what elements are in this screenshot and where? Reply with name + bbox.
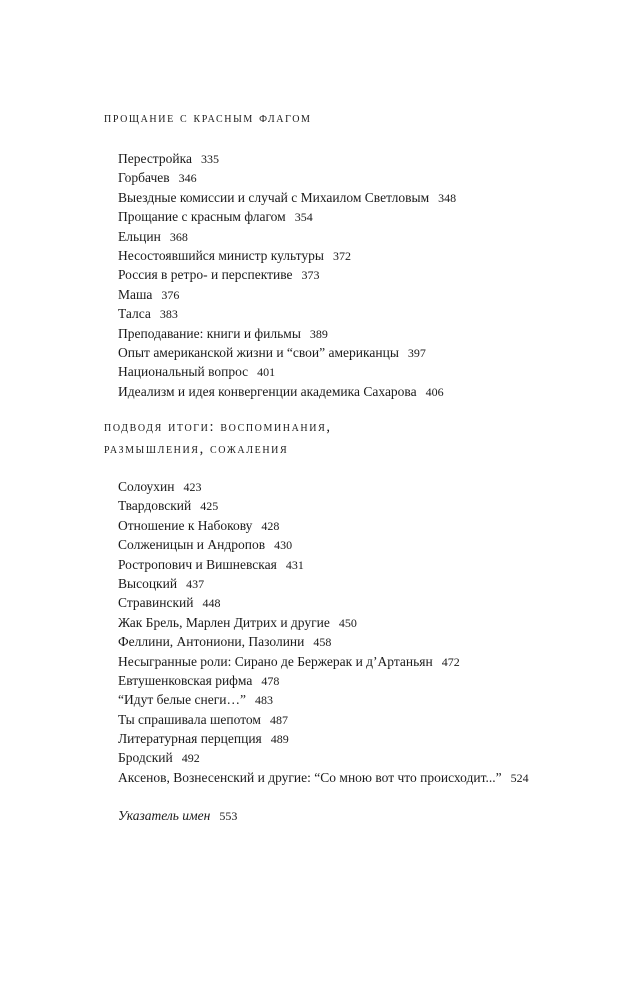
toc-entry[interactable] <box>118 516 529 535</box>
toc-entry[interactable] <box>118 382 456 401</box>
entry-title: Стравинский <box>118 595 194 611</box>
entry-title: Несостоявшийся министр культуры <box>118 247 324 263</box>
entry-title: Высоцкий <box>118 575 178 591</box>
entry-title: Отношение к Набокову <box>118 517 253 533</box>
toc-entry[interactable] <box>118 304 456 323</box>
entry-title: Россия в ретро- и перспективе <box>118 267 293 283</box>
toc-entry[interactable] <box>118 613 529 632</box>
entry-page-number: 346 <box>178 171 197 186</box>
index-entry[interactable] <box>118 806 237 826</box>
entry-page-number: 376 <box>161 287 180 302</box>
toc-entry[interactable] <box>118 227 456 246</box>
toc-entry[interactable] <box>118 555 529 574</box>
entry-title: Феллини, Антониони, Пазолини <box>118 634 305 650</box>
entry-title: Солженицын и Андропов <box>118 537 266 553</box>
entry-page-number: 437 <box>186 576 205 591</box>
entry-page-number: 368 <box>169 229 188 244</box>
entry-page-number: 428 <box>261 518 280 533</box>
toc-entry[interactable] <box>118 710 529 729</box>
entry-title: Маша <box>118 286 153 302</box>
toc-entry[interactable] <box>118 246 456 265</box>
index-page-number: 553 <box>219 809 238 823</box>
toc-entry[interactable] <box>118 343 456 362</box>
section-title-line: подводя итоги: воспоминания, <box>104 419 332 435</box>
entry-page-number: 489 <box>270 732 289 747</box>
entry-page-number: 425 <box>200 499 219 514</box>
entry-title: Идеализм и идея конвергенции академика Сахарова <box>118 383 417 399</box>
toc-entry[interactable] <box>118 690 529 709</box>
index-title: Указатель имен <box>118 808 211 823</box>
toc-entry[interactable] <box>118 729 529 748</box>
entry-page-number: 450 <box>338 615 357 630</box>
entry-page-number: 383 <box>159 307 178 322</box>
toc-entry[interactable] <box>118 207 456 226</box>
toc-entry[interactable] <box>118 168 456 187</box>
entry-page-number: 389 <box>309 326 328 341</box>
entry-page-number: 335 <box>200 152 219 166</box>
toc-entry[interactable] <box>118 632 529 651</box>
entry-title: Выездные комиссии и случай с Михаилом Светловым <box>118 189 430 205</box>
entry-title: Литературная перцепция <box>118 731 262 747</box>
entry-title: Ельцин <box>118 228 161 244</box>
entry-page-number: 448 <box>202 596 221 611</box>
entry-title: Несыгранные роли: Сирано де Бержерак и д’Артаньян <box>118 653 433 669</box>
entry-page-number: 372 <box>332 248 351 263</box>
toc-entry[interactable] <box>118 593 529 612</box>
entry-title: Бродский <box>118 750 173 766</box>
toc-entry[interactable] <box>118 149 456 168</box>
section-title-farewell <box>104 107 312 129</box>
entry-title: Ростропович и Вишневская <box>118 556 277 572</box>
entry-title: Жак Брель, Марлен Дитрих и другие <box>118 614 330 630</box>
entry-title: Национальный вопрос <box>118 364 249 380</box>
entry-page-number: 430 <box>274 538 293 553</box>
toc-entry[interactable] <box>118 265 456 284</box>
entry-page-number: 354 <box>294 210 313 225</box>
entry-page-number: 483 <box>254 693 273 708</box>
entry-page-number: 431 <box>285 557 304 572</box>
entry-title: Талса <box>118 306 151 322</box>
toc-entry[interactable] <box>118 671 529 690</box>
entry-page-number: 492 <box>181 751 200 766</box>
entry-page-number: 373 <box>301 268 320 283</box>
entry-page-number: 348 <box>438 190 457 205</box>
entry-page-number: 423 <box>183 480 202 494</box>
toc-entry[interactable] <box>118 652 529 671</box>
entry-title: Прощание с красным флагом <box>118 209 286 225</box>
entry-page-number: 524 <box>510 770 529 785</box>
entry-page-number: 487 <box>269 712 288 727</box>
entry-title: Преподавание: книги и фильмы <box>118 325 301 341</box>
section-title-summing-up <box>104 416 332 460</box>
entry-title: Опыт американской жизни и “свои” американцы <box>118 344 399 360</box>
entry-page-number: 472 <box>441 654 460 669</box>
entry-title: Солоухин <box>118 479 175 494</box>
entry-title: Аксенов, Вознесенский и другие: “Со мною вот что происходит...” <box>118 769 502 785</box>
toc-list-farewell <box>118 149 456 401</box>
entry-title: “Идут белые снеги…” <box>118 692 246 708</box>
toc-list-summing-up <box>118 477 529 787</box>
toc-entry[interactable] <box>118 748 529 767</box>
entry-page-number: 397 <box>407 345 426 360</box>
section-title-line: прощание с красным флагом <box>104 110 312 126</box>
toc-entry[interactable] <box>118 535 529 554</box>
entry-page-number: 458 <box>313 635 332 650</box>
entry-page-number: 401 <box>257 365 276 380</box>
entry-title: Перестройка <box>118 151 192 166</box>
toc-entry[interactable] <box>118 768 529 787</box>
toc-entry[interactable] <box>118 477 529 496</box>
toc-entry[interactable] <box>118 188 456 207</box>
toc-entry[interactable] <box>118 324 456 343</box>
entry-title: Твардовский <box>118 498 192 514</box>
entry-page-number: 478 <box>261 673 280 688</box>
toc-entry[interactable] <box>118 285 456 304</box>
entry-title: Евтушенковская рифма <box>118 672 253 688</box>
toc-entry[interactable] <box>118 496 529 515</box>
entry-title: Ты спрашивала шепотом <box>118 711 261 727</box>
entry-title: Горбачев <box>118 170 170 186</box>
section-title-line: размышления, сожаления <box>104 441 289 457</box>
entry-page-number: 406 <box>425 384 444 399</box>
toc-entry[interactable] <box>118 574 529 593</box>
toc-entry[interactable] <box>118 362 456 381</box>
